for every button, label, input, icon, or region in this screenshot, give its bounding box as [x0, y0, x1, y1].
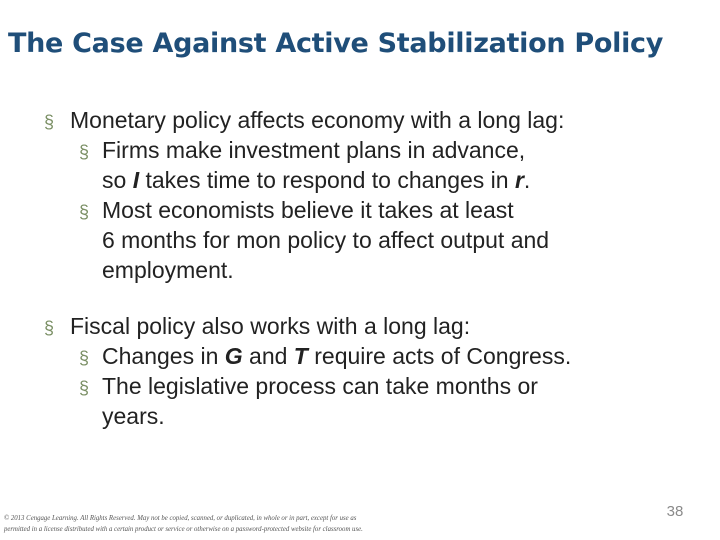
copyright-notice	[4, 513, 444, 535]
variable-i: I	[132, 167, 140, 193]
sub-bullet-line: 6 months for mon policy to affect output and	[102, 227, 550, 253]
bullet-fiscal-policy	[44, 311, 704, 341]
sub-bullet-line: The legislative process can take months or	[102, 373, 538, 399]
square-bullet-icon: §	[44, 318, 55, 338]
square-bullet-icon: §	[44, 112, 55, 132]
bullet-text: Monetary policy affects economy with a long lag:	[70, 107, 565, 133]
sub-bullet-line: so	[102, 167, 133, 193]
variable-t: T	[293, 343, 308, 369]
sub-bullet-line: years.	[102, 403, 165, 429]
sub-bullet-line: takes time to respond to changes in	[139, 167, 515, 193]
sub-bullet-investment-plans	[44, 135, 704, 195]
sub-bullet-line: and	[242, 343, 294, 369]
spacer	[44, 285, 704, 311]
slide-title: The Case Against Active Stabilization Policy	[8, 28, 664, 59]
sub-bullet-congress	[44, 341, 704, 371]
square-bullet-icon: §	[79, 378, 90, 398]
sub-bullet-line: Most economists believe it takes at least	[102, 197, 514, 223]
page-number: 38	[666, 503, 684, 520]
slide-content	[44, 105, 704, 431]
sub-bullet-line: Firms make investment plans in advance,	[102, 137, 526, 163]
square-bullet-icon: §	[79, 348, 90, 368]
sub-bullet-economists-believe	[44, 195, 704, 285]
variable-g: G	[224, 343, 243, 369]
sub-bullet-line: Changes in	[102, 343, 225, 369]
copyright-line: © 2013 Cengage Learning. All Rights Reserved. May not be copied, scanned, or duplicated, in whole or in part, except for use as	[4, 515, 357, 522]
square-bullet-icon: §	[79, 142, 90, 162]
sub-bullet-line: .	[523, 167, 531, 193]
sub-bullet-line: employment.	[102, 257, 234, 283]
variable-r: r	[514, 167, 524, 193]
copyright-line: permitted in a license distributed with a certain product or service or otherwise on a password-protected website for classroom use.	[4, 526, 363, 533]
bullet-monetary-policy	[44, 105, 704, 135]
bullet-text: Fiscal policy also works with a long lag:	[70, 313, 471, 339]
square-bullet-icon: §	[79, 202, 90, 222]
sub-bullet-legislative-process	[44, 371, 704, 431]
sub-bullet-line: require acts of Congress.	[307, 343, 572, 369]
